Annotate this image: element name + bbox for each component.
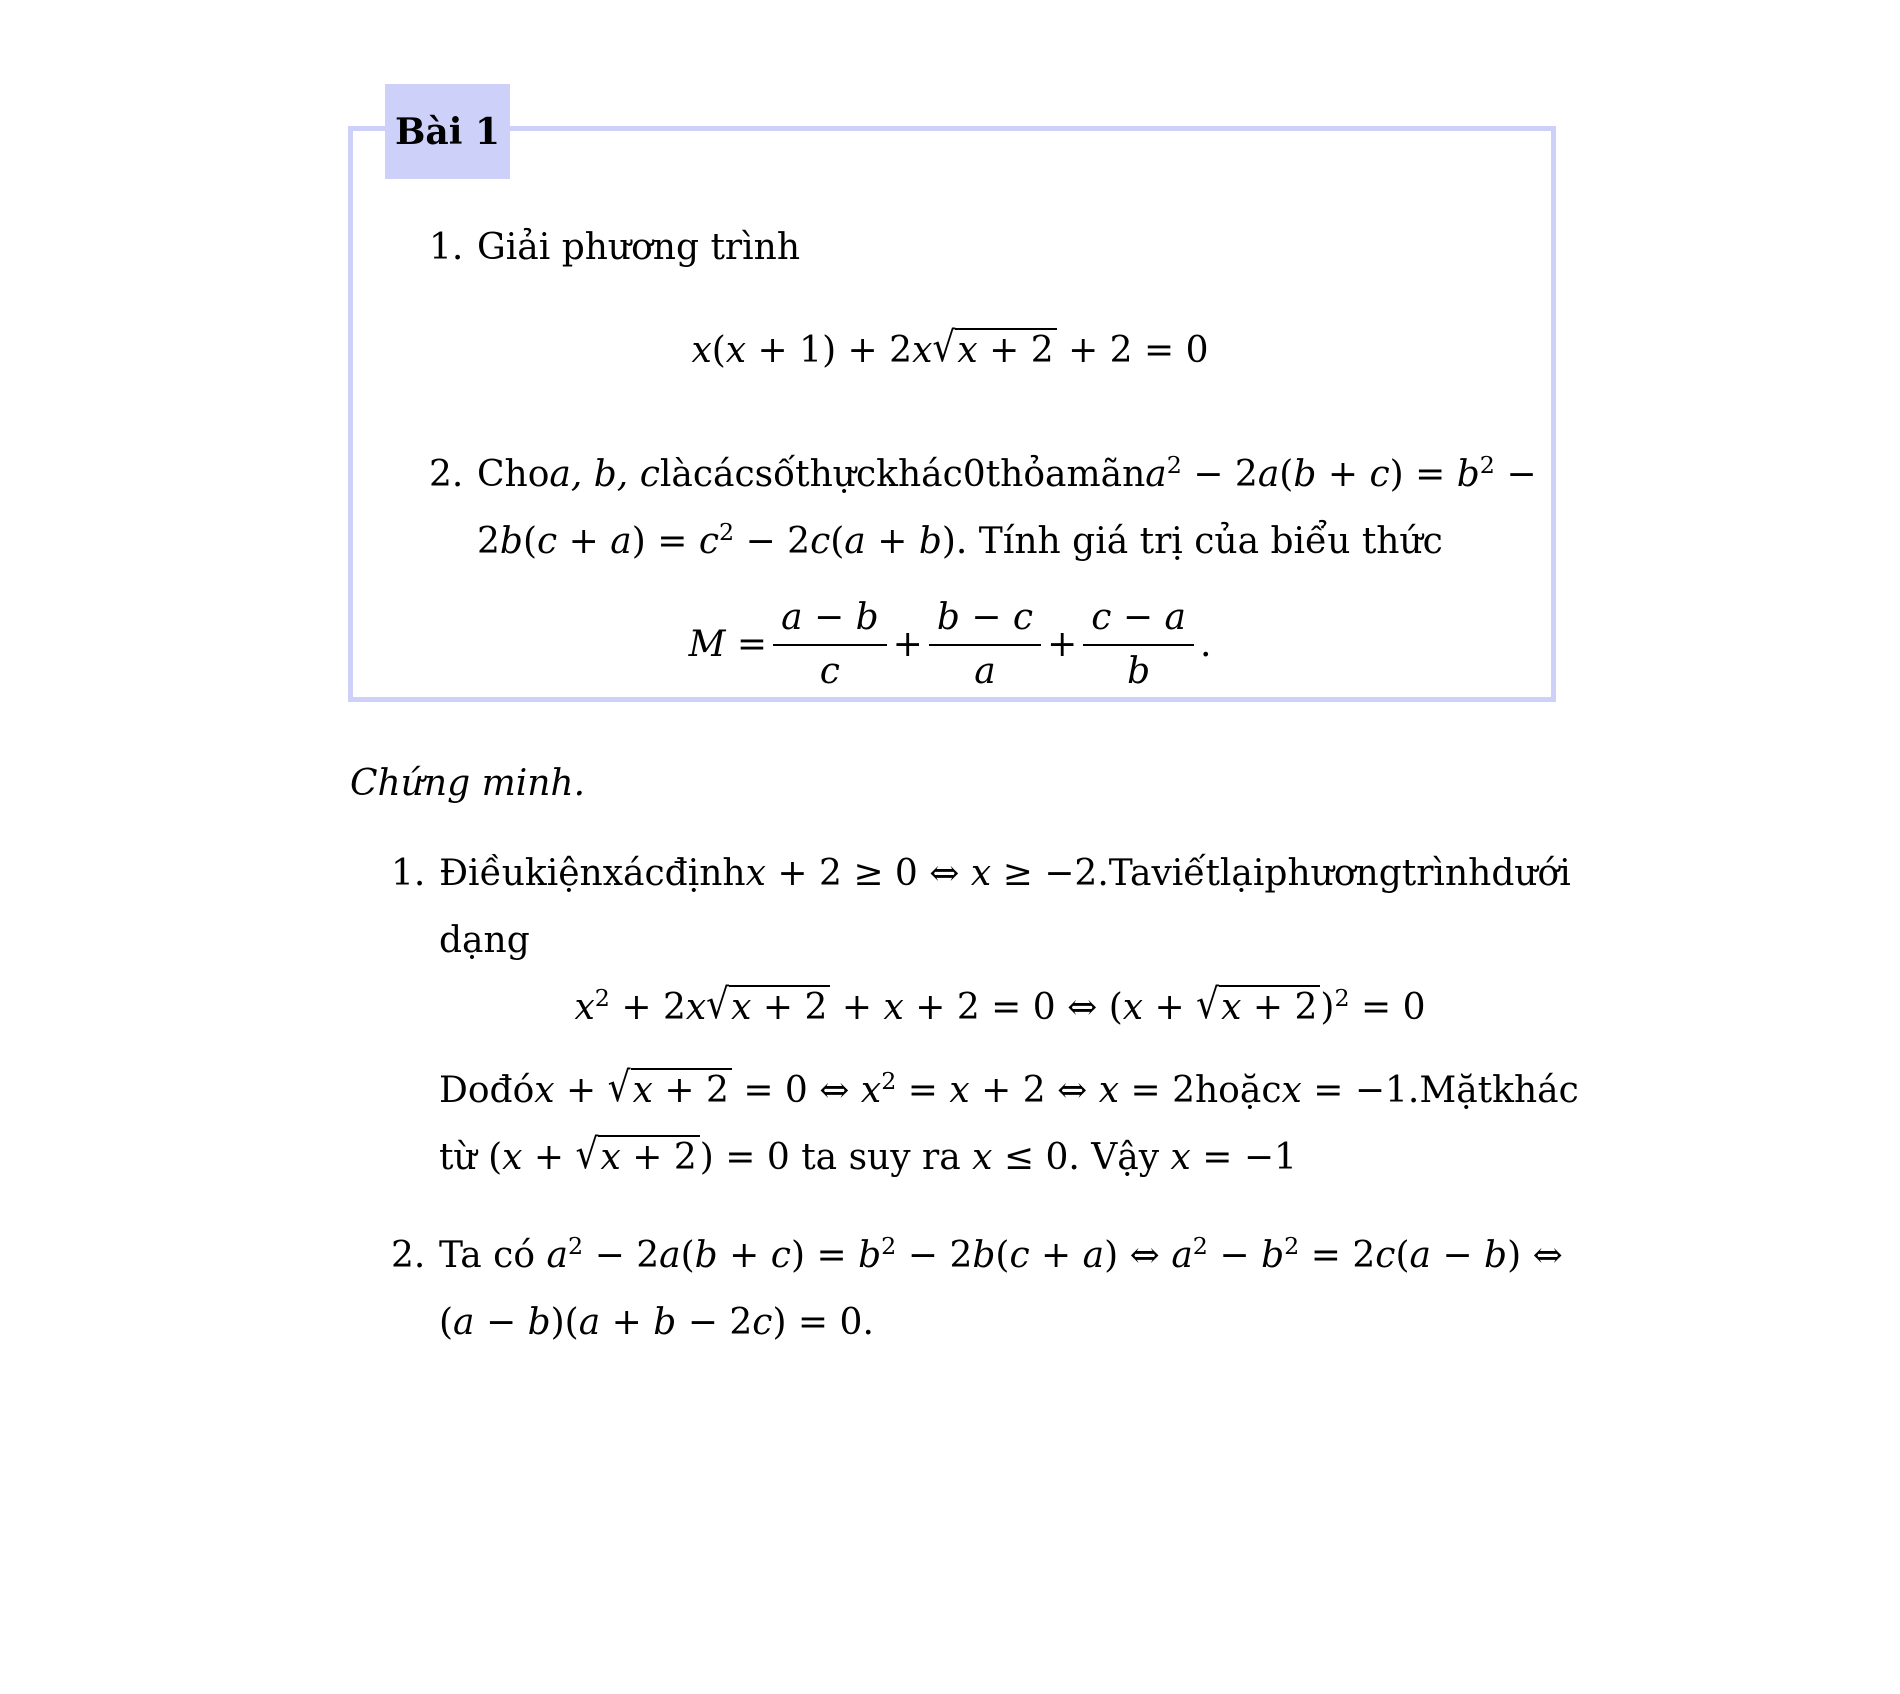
proof-item-1-equation: $x^2 + 2x√x + 2 + x + 2 = 0$ ⇔ $(x + √x + 2)^2 = 0$ bbox=[574, 981, 1426, 1029]
exercise-item-1-text: Giải phương trình bbox=[477, 227, 801, 268]
proof-heading: Chứng minh. bbox=[350, 763, 586, 804]
exercise-item-1-number: 1. bbox=[429, 227, 464, 268]
proof-item-1-line4: từ (x + √x + 2) = 0 ta suy ra x ≤ 0. Vậy x = −1 bbox=[439, 1131, 1297, 1179]
exercise-item-1-equation: x(x + 1) + 2x√x + 2 + 2 = 0 bbox=[691, 324, 1209, 372]
proof-item-1-number: 1. bbox=[391, 853, 426, 894]
proof-item-2-line2: (a − b)(a + b − 2c) = 0. bbox=[439, 1302, 874, 1343]
proof-item-2-line1: Ta có $a^2$ − 2a(b + c) = $b^2$ − 2b(c + a) ⇔ $a^2$ − $b^2$ = 2c(a − b) ⇔ bbox=[439, 1231, 1563, 1276]
proof-item-2-number: 2. bbox=[391, 1235, 426, 1276]
exercise-item-2-line1: Cho a, b, c là các số thực khác 0 thỏa mãn $a^2 - 2a(b + c) = b^2$ − bbox=[477, 450, 1537, 495]
exercise-title: Bài 1 bbox=[385, 84, 510, 179]
exercise-item-2-number: 2. bbox=[429, 454, 464, 495]
exercise-item-2-equation: M = $\frac{a - b}{c}$ + $\frac{b - c}{a}$ + $\frac{c - a}{b}$ . bbox=[688, 597, 1212, 692]
proof-item-1-line3: Do đó x + √x + 2 = 0 ⇔ $x^2 = x + 2$ ⇔ x = 2 hoặc x = −1. Mặt khác bbox=[439, 1064, 1579, 1112]
exercise-item-2-line2: $2b(c + a) = c^2 - 2c(a + b)$. Tính giá trị của biểu thức bbox=[477, 517, 1443, 562]
proof-item-1-line2: dạng bbox=[439, 920, 530, 961]
proof-item-1-line1: Điều kiện xác định x + 2 ≥ 0 ⇔ x ≥ −2. Ta viết lại phương trình dưới bbox=[439, 853, 1571, 894]
